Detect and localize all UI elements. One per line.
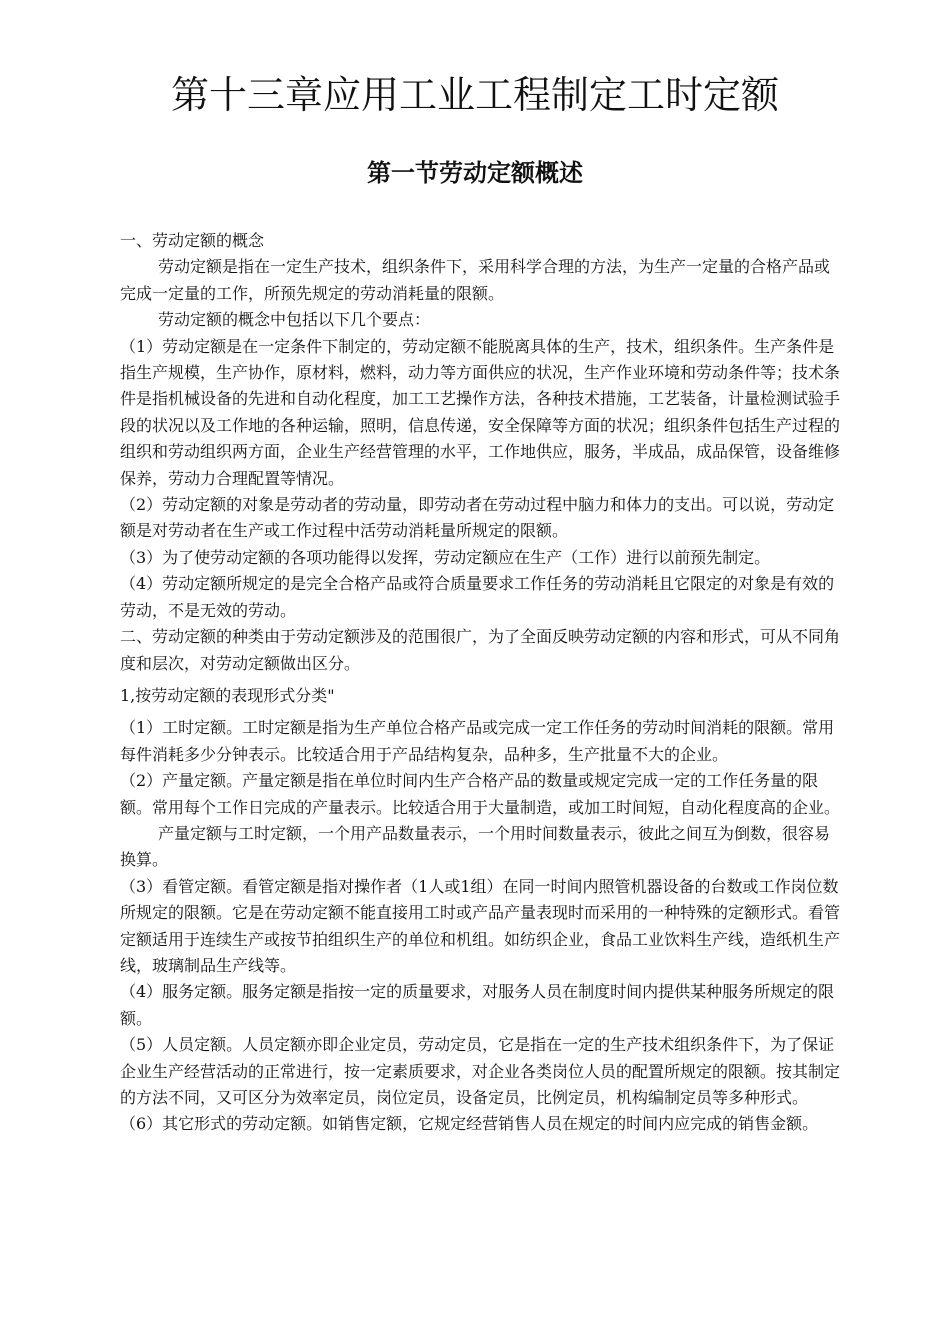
paragraph-type-3: （3）看管定额。看管定额是指对操作者（1人或1组）在同一时间内照管机器设备的台数或工作岗位数所规定的限额。它是在劳动定额不能直接用工时或产品产量表现时而采用的一种特殊的定额形式。看管定额适用于连续生产或按节拍组织生产的单位和机组。如纺织企业，食品工业饮料生产线，造纸机生产线，玻璃制品生产线等。 [120,876,841,975]
paragraph-type-5: （5）人员定额。人员定额亦即企业定员，劳动定员，它是指在一定的生产技术组织条件下，为了保证企业生产经营活动的正常进行，按一定素质要求，对企业各类岗位人员的配置所规定的限额。按其制定的方法不同，又可区分为效率定员，岗位定员，设备定员，比例定员，机构编制定员等多种形式。 [120,1035,841,1107]
paragraph-type-6: （6）其它形式的劳动定额。如销售定额，它规定经营销售人员在规定的时间内应完成的销售金额。 [120,1114,819,1134]
heading-concept: 一、劳动定额的概念 [120,231,265,250]
paragraph-type-2-note: 产量定额与工时定额，一个用产品数量表示，一个用时间数量表示，彼此之间互为倒数，很容易换算。 [120,823,831,870]
section-title: 第一节劳动定额概述 [367,159,583,187]
paragraph-point-2: （2）劳动定额的对象是劳动者的劳动量，即劳动者在劳动过程中脑力和体力的支出。可以说，劳动定额是对劳动者在生产或工作过程中活劳动消耗量所规定的限额。 [120,495,835,541]
paragraph-type-2: （2）产量定额。产量定额是指在单位时间内生产合格产品的数量或规定完成一定的工作任务量的限额。常用每个工作日完成的产量表示。比较适合用于大量制造，或加工时间短，自动化程度高的企业。 [120,771,841,817]
chapter-title: 第十三章应用工业工程制定工时定额 [170,73,779,117]
heading-types: 二、劳动定额的种类由于劳动定额涉及的范围很广，为了全面反映劳动定额的内容和形式，可从不同角度和层次，对劳动定额做出区分。 [120,627,841,673]
paragraph-point-1: （1）劳动定额是在一定条件下制定的，劳动定额不能脱离具体的生产，技术，组织条件。生产条件是指生产规模，生产协作，原材料，燃料，动力等方面供应的状况，生产作业环境和劳动条件等；技术条件是指机械设备的先进和自动化程度，加工工艺操作方法，各种技术措施，工艺装备，计量检测试验手段的状况以及工作地的各种运输，照明，信息传递，安全保障等方面的状况；组织条件包括生产过程的组织和劳动组织两方面，企业生产经营管理的水平，工作地供应，服务，半成品，成品保管，设备维修保养，劳动力合理配置等情况。 [120,336,841,488]
heading-by-form: 1,按劳动定额的表现形式分类" [120,685,335,705]
paragraph-point-4: （4）劳动定额所规定的是完全合格产品或符合质量要求工作任务的劳动消耗且它限定的对象是有效的劳动，不是无效的劳动。 [120,574,835,620]
paragraph-point-3: （3）为了使劳动定额的各项功能得以发挥，劳动定额应在生产（工作）进行以前预先制定。 [120,547,771,567]
paragraph-definition: 劳动定额是指在一定生产技术，组织条件下，采用科学合理的方法，为生产一定量的合格产品或完成一定量的工作，所预先规定的劳动消耗量的限额。 [120,257,831,303]
paragraph-type-4: （4）服务定额。服务定额是指按一定的质量要求，对服务人员在制度时间内提供某种服务所规定的限额。 [120,982,835,1028]
paragraph-key-points-intro: 劳动定额的概念中包括以下几个要点： [158,310,431,330]
document-body [120,228,842,1138]
paragraph-type-1: （1）工时定额。工时定额是指为生产单位合格产品或完成一定工作任务的劳动时间消耗的限额。常用每件消耗多少分钟表示。比较适合用于产品结构复杂，品种多，生产批量不大的企业。 [120,718,835,764]
